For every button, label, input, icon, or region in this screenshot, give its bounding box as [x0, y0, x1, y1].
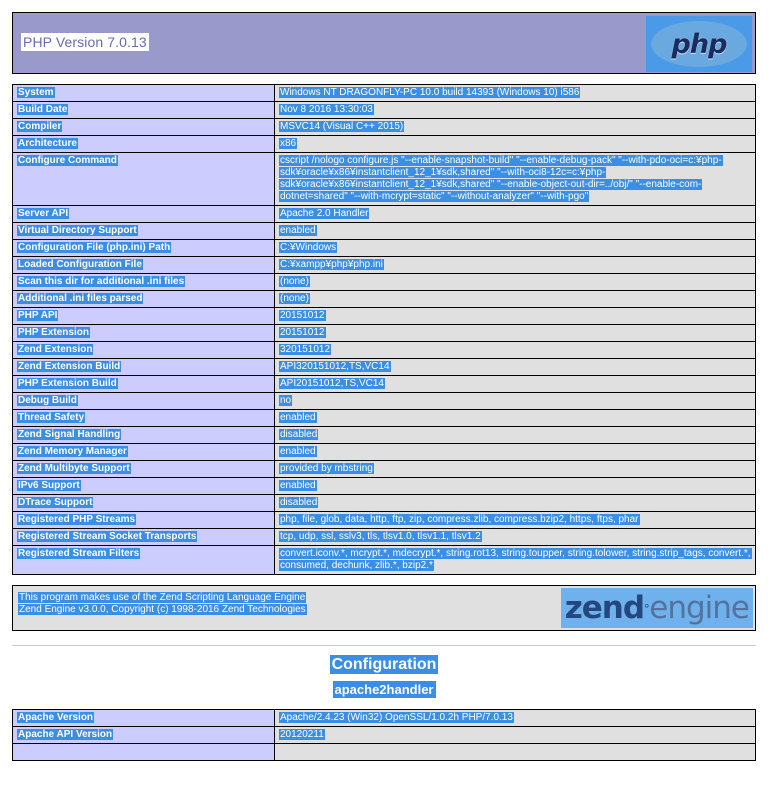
row-label-text: Zend Multibyte Support: [18, 463, 130, 474]
row-value-text: 20151012: [280, 310, 325, 321]
row-value-text: enabled: [280, 446, 316, 457]
apache2handler-subheading-text: apache2handler: [334, 682, 434, 697]
table-row: [13, 478, 756, 495]
row-label-text: Configuration File (php.ini) Path: [18, 242, 171, 253]
row-label-text: Loaded Configuration File: [18, 259, 142, 270]
row-value-cell: [275, 291, 756, 308]
row-value-text: MSVC14 (Visual C++ 2015): [280, 121, 404, 132]
core-info-table: [12, 84, 756, 575]
row-value-cell: [275, 119, 756, 136]
row-value-cell: [275, 206, 756, 223]
row-label-cell: [13, 240, 275, 257]
row-value-text: Apache 2.0 Handler: [280, 208, 369, 219]
row-value-cell: [275, 444, 756, 461]
row-value-cell: [275, 512, 756, 529]
row-label-text: Registered Stream Filters: [18, 548, 140, 559]
row-value-text: enabled: [280, 412, 316, 423]
row-label-cell: [13, 223, 275, 240]
row-value-text: Windows NT DRAGONFLY-PC 10.0 build 14393 (Windows 10) i586: [280, 87, 580, 98]
zend-logo-zend-text: zend: [564, 590, 645, 626]
row-value-text: (none): [280, 293, 309, 304]
table-row: [13, 359, 756, 376]
row-label-text: Zend Extension: [18, 344, 93, 355]
row-value-text: no: [280, 395, 292, 406]
row-value-text: 320151012: [280, 344, 331, 355]
row-value-text: C:¥xampp¥php¥php.ini: [280, 259, 383, 270]
row-label-cell: [13, 744, 275, 761]
row-label-cell: [13, 308, 275, 325]
row-label-cell: [13, 153, 275, 206]
row-value-text: API320151012,TS,VC14: [280, 361, 390, 372]
row-label-text: Architecture: [18, 138, 77, 149]
row-label-cell: [13, 512, 275, 529]
row-value-text: (none): [280, 276, 309, 287]
row-label-text: Additional .ini files parsed: [18, 293, 143, 304]
row-label-cell: [13, 495, 275, 512]
row-label-cell: [13, 427, 275, 444]
zend-credits-text: [18, 592, 307, 616]
row-value-text: API20151012,TS,VC14: [280, 378, 384, 389]
row-value-cell: [275, 478, 756, 495]
table-row: [13, 495, 756, 512]
row-label-cell: [13, 727, 275, 744]
table-row: [13, 153, 756, 206]
row-label-text: Virtual Directory Support: [18, 225, 137, 236]
row-value-text: x86: [280, 138, 297, 149]
row-value-text: cscript /nologo configure.js "--enable-snapshot-build" "--enable-debug-pack" "--with-pdo-oci=c:¥php-sdk¥oracle¥x86¥instantclient_12_1¥sdk,shared" "--with-oci8-12c=c:¥php-sdk¥oracle¥x86¥instantclient_12_1¥sdk,shared" "--enable-object-out-dir=../obj/" "--enable-com-dotnet=shared" "--with-mcrypt=static" "--without-analyzer" "--with-pgo": [280, 155, 722, 202]
php-logo-wordmark: php: [671, 28, 727, 60]
row-label-cell: [13, 136, 275, 153]
row-label-cell: [13, 393, 275, 410]
table-row: [13, 727, 756, 744]
table-row: [13, 136, 756, 153]
row-value-text: 20120211: [280, 729, 324, 740]
row-label-cell: [13, 342, 275, 359]
row-value-cell: [275, 427, 756, 444]
row-value-text: php, file, glob, data, http, ftp, zip, compress.zlib, compress.bzip2, https, ftps, phar: [280, 514, 639, 525]
row-label-cell: [13, 710, 275, 727]
configuration-heading: [12, 656, 756, 674]
row-label-text: Zend Memory Manager: [18, 446, 127, 457]
zend-credits-box: [12, 585, 756, 631]
row-label-cell: [13, 529, 275, 546]
table-row: [13, 325, 756, 342]
row-label-text: Server API: [18, 208, 69, 219]
table-row: [13, 444, 756, 461]
row-value-cell: [275, 325, 756, 342]
row-value-cell: [275, 744, 756, 761]
row-value-text: Nov 8 2016 13:30:03: [280, 104, 373, 115]
row-value-cell: [275, 393, 756, 410]
row-label-text: Debug Build: [18, 395, 77, 406]
zend-credits-line-1: This program makes use of the Zend Scripting Language Engine: [19, 592, 306, 603]
row-value-cell: [275, 546, 756, 575]
row-label-text: PHP API: [18, 310, 58, 321]
zend-logo-dot: °: [644, 600, 650, 616]
row-label-cell: [13, 291, 275, 308]
row-value-cell: [275, 529, 756, 546]
configuration-heading-text: Configuration: [331, 656, 437, 673]
table-row: [13, 102, 756, 119]
row-label-text: IPv6 Support: [18, 480, 80, 491]
table-row: [13, 546, 756, 575]
row-label-cell: [13, 444, 275, 461]
table-row: [13, 223, 756, 240]
row-value-text: convert.iconv.*, mcrypt.*, mdecrypt.*, string.rot13, string.toupper, string.tolower, string.strip_tags, convert.*, consumed, dechunk, zlib.*, bzip2.*: [280, 548, 751, 571]
row-value-text: disabled: [280, 429, 318, 440]
table-row: [13, 240, 756, 257]
row-value-cell: [275, 495, 756, 512]
zend-engine-logo-icon: [561, 588, 753, 628]
row-label-cell: [13, 410, 275, 427]
table-row: [13, 342, 756, 359]
row-label-text: PHP Extension Build: [18, 378, 117, 389]
php-logo-ellipse: [651, 21, 747, 67]
row-value-cell: [275, 410, 756, 427]
row-value-text: Apache/2.4.23 (Win32) OpenSSL/1.0.2h PHP/7.0.13: [280, 712, 513, 723]
row-value-cell: [275, 342, 756, 359]
row-label-text: Thread Safety: [18, 412, 85, 423]
apache2handler-subheading: [12, 682, 756, 697]
row-label-text: Build Date: [18, 104, 68, 115]
apache2handler-body: [13, 710, 756, 761]
section-divider: [12, 645, 756, 646]
row-value-text: tcp, udp, ssl, sslv3, tls, tlsv1.0, tlsv1.1, tlsv1.2: [280, 531, 481, 542]
row-label-cell: [13, 257, 275, 274]
row-value-cell: [275, 85, 756, 102]
row-label-cell: [13, 102, 275, 119]
row-value-cell: [275, 257, 756, 274]
table-row: [13, 710, 756, 727]
phpinfo-page: [12, 0, 756, 761]
row-label-text: Zend Signal Handling: [18, 429, 121, 440]
table-row: [13, 119, 756, 136]
row-value-cell: [275, 710, 756, 727]
table-row: [13, 529, 756, 546]
row-label-text: DTrace Support: [18, 497, 93, 508]
row-value-text: C:¥Windows: [280, 242, 337, 253]
php-logo-icon: [646, 16, 752, 72]
table-row: [13, 291, 756, 308]
row-label-text: Zend Extension Build: [18, 361, 121, 372]
row-label-text: Apache Version: [18, 712, 94, 723]
row-value-cell: [275, 136, 756, 153]
row-value-cell: [275, 240, 756, 257]
table-row: [13, 308, 756, 325]
row-label-text: System: [18, 87, 54, 98]
row-value-cell: [275, 153, 756, 206]
row-label-cell: [13, 546, 275, 575]
row-label-cell: [13, 325, 275, 342]
row-label-cell: [13, 274, 275, 291]
table-row: [13, 744, 756, 761]
table-row: [13, 274, 756, 291]
row-value-cell: [275, 727, 756, 744]
row-label-text: Compiler: [18, 121, 62, 132]
table-row: [13, 257, 756, 274]
row-value-cell: [275, 308, 756, 325]
table-row: [13, 206, 756, 223]
row-label-cell: [13, 206, 275, 223]
row-label-text: Configure Command: [18, 155, 117, 166]
zend-credits-line-2: Zend Engine v3.0.0, Copyright (c) 1998-2016 Zend Technologies: [19, 604, 306, 615]
table-row: [13, 85, 756, 102]
row-label-cell: [13, 119, 275, 136]
table-row: [13, 376, 756, 393]
row-label-text: Registered Stream Socket Transports: [18, 531, 197, 542]
row-label-text: PHP Extension: [18, 327, 89, 338]
row-value-text: provided by mbstring: [280, 463, 373, 474]
row-value-cell: [275, 461, 756, 478]
row-label-cell: [13, 478, 275, 495]
table-row: [13, 512, 756, 529]
row-value-text: enabled: [280, 480, 316, 491]
row-value-text: 20151012: [280, 327, 325, 338]
row-value-cell: [275, 274, 756, 291]
row-label-cell: [13, 85, 275, 102]
row-value-cell: [275, 223, 756, 240]
table-row: [13, 461, 756, 478]
row-value-text: disabled: [280, 497, 318, 508]
zend-logo-engine-text: engine: [649, 590, 749, 626]
page-title: PHP Version 7.0.13: [23, 34, 147, 50]
row-label-cell: [13, 359, 275, 376]
table-row: [13, 393, 756, 410]
core-info-body: [13, 85, 756, 575]
row-label-text: Apache API Version: [18, 729, 113, 740]
table-row: [13, 410, 756, 427]
table-row: [13, 427, 756, 444]
php-header-banner: [12, 12, 756, 74]
row-label-text: Scan this dir for additional .ini files: [18, 276, 185, 287]
row-label-cell: [13, 461, 275, 478]
row-label-text: Registered PHP Streams: [18, 514, 136, 525]
row-value-cell: [275, 102, 756, 119]
apache2handler-table: [12, 709, 756, 761]
row-value-cell: [275, 359, 756, 376]
row-value-cell: [275, 376, 756, 393]
row-value-text: enabled: [280, 225, 316, 236]
row-label-cell: [13, 376, 275, 393]
